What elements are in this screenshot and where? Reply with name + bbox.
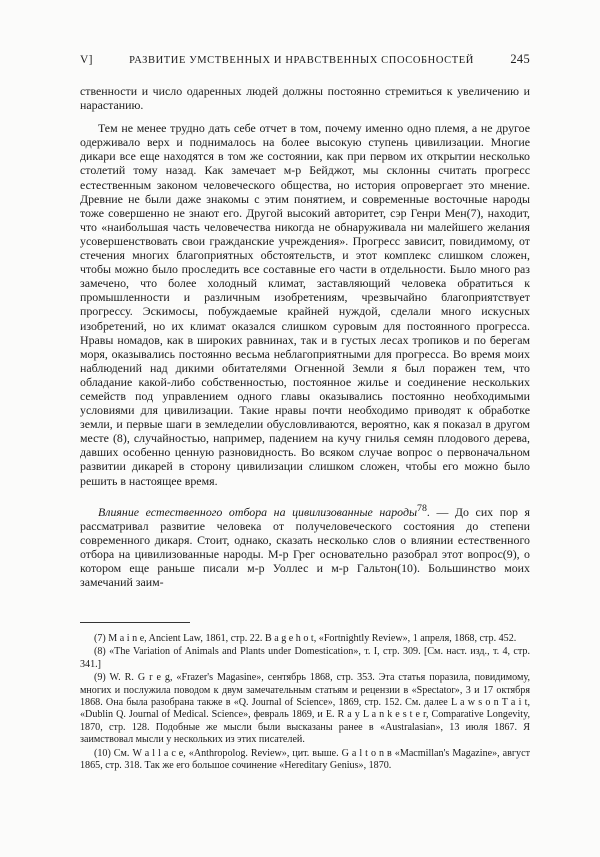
footnote-7: (7) M a i n e, Ancient Law, 1861, стр. 22. B a g e h o t, «Fortnightly Review», 1 апреля, 1868, стр. 452. — [94, 633, 517, 644]
section-heading: Влияние естественного отбора на цивилизованные народы — [98, 504, 418, 519]
footnotes — [80, 633, 530, 773]
section-paragraph — [80, 502, 530, 590]
chapter-number: V] — [80, 54, 93, 66]
page-number: 245 — [510, 52, 530, 66]
footnote-10: (10) См. W a l l a c e, «Anthropolog. Review», цит. выше. G a l t o n в «Macmillan's Magazine», август 1865, стр. 318. Так же его большое сочинение «Hereditary Genius», 1870. — [80, 747, 530, 772]
running-header — [80, 52, 530, 67]
running-title: РАЗВИТИЕ УМСТВЕННЫХ И НРАВСТВЕННЫХ СПОСОБНОСТЕЙ — [129, 55, 474, 66]
paragraph-progress: Тем не менее трудно дать себе отчет в том, почему именно одно племя, а не другое одерживало верх и поднималось на более высокую ступень цивилизации. Многие дикари все еще находятся в том же состоянии, как при первом их открытии несколько столетий тому назад. Как замечает м-р Бейджот, мы склонны считать прогресс естественным законом человеческого общества, но история опровергает это мнение. Древние не были даже знакомы с этим понятием, и современные восточные народы тоже совершенно не знают его. Другой высокий авторитет, сэр Генри Мен(7), находит, что «наибольшая часть человечества никогда не обнаруживала ни малейшего желания усовершенствовать свои гражданские учреждения». Прогресс зависит, повидимому, от стечения многих благоприятных обстоятельств, и этот комплекс слишком сложен, чтобы можно было проследить все составные его части в отдельности. Было много раз замечено, что более холодный климат, заставляющий человека обратиться к промышленности и различным изобретениям, чрезвычайно благоприятствует прогрессу. Эскимосы, побуждаемые крайней нуждой, сделали много искусных изобретений, но их климат оказался слишком суровым для постоянного прогресса. Нравы номадов, как в широких равнинах, так и в густых лесах тропиков и по берегам моря, оказывались постоянно весьма неблагоприятными для прогресса. Во время моих наблюдений над дикими обитателями Огненной Земли я был поражен тем, что обладание какой-либо собственностью, постоянное жилье и соединение нескольких семейств под управлением одного главы оказывались постоянно необходимыми условиями для цивилизации. Такие нравы почти необходимо приводят к обработке земли, и первые шаги в земледелии обусловливаются, вероятно, как я показал в другом месте (8), случайностью, например, падением на кучу гнилья семян плодового дерева, давших особенно ценную разновидность. Во всяком случае вопрос о первоначальном развитии дикарей в сторону цивилизации слишком сложен, чтобы его можно было решить в настоящее время. — [80, 121, 530, 488]
footnote-9: (9) W. R. G r e g, «Frazer's Magasine», сентябрь 1868, стр. 353. Эта статья поразила, повидимому, многих и послужила поводом к двум замечательным статьям и рецензии в «Spectator», 3 и 17 октября 1868. Она была разобрана также в «Q. Journal of Science», 1869, стр. 152. См. далее L a w s o n T a i t, «Dublin Q. Journal of Medical. Science», февраль 1869, и E. R a y L a n k e s t e r, Comparative Longevity, 1870, стр. 128. Подобные же мысли были высказаны ранее в «Australasian», 13 июля 1867. Я заимствовал мысли у нескольких из этих писателей. — [80, 672, 530, 746]
footnote-divider — [80, 622, 190, 623]
main-text — [80, 84, 530, 598]
section-note-ref: 78 — [417, 502, 427, 514]
section-text: . — До сих пор я рассматривал развитие человека от получеловеческого состояния до степени современного дикаря. Стоит, однако, сказать несколько слов о влиянии естественного отбора на цивилизованные народы. М-р Грег основательно разобрал этот вопрос(9), о котором еще раньше писали м-р Уоллес и м-р Гальтон(10). Большинство моих замечаний заим- — [80, 504, 530, 590]
paragraph-continued: ственности и число одаренных людей должны постоянно стремиться к увеличению и нарастанию. — [80, 84, 530, 113]
footnote-8: (8) «The Variation of Animals and Plants under Domestication», т. I, стр. 309. [См. наст. изд., т. 4, стр. 341.] — [80, 646, 530, 670]
